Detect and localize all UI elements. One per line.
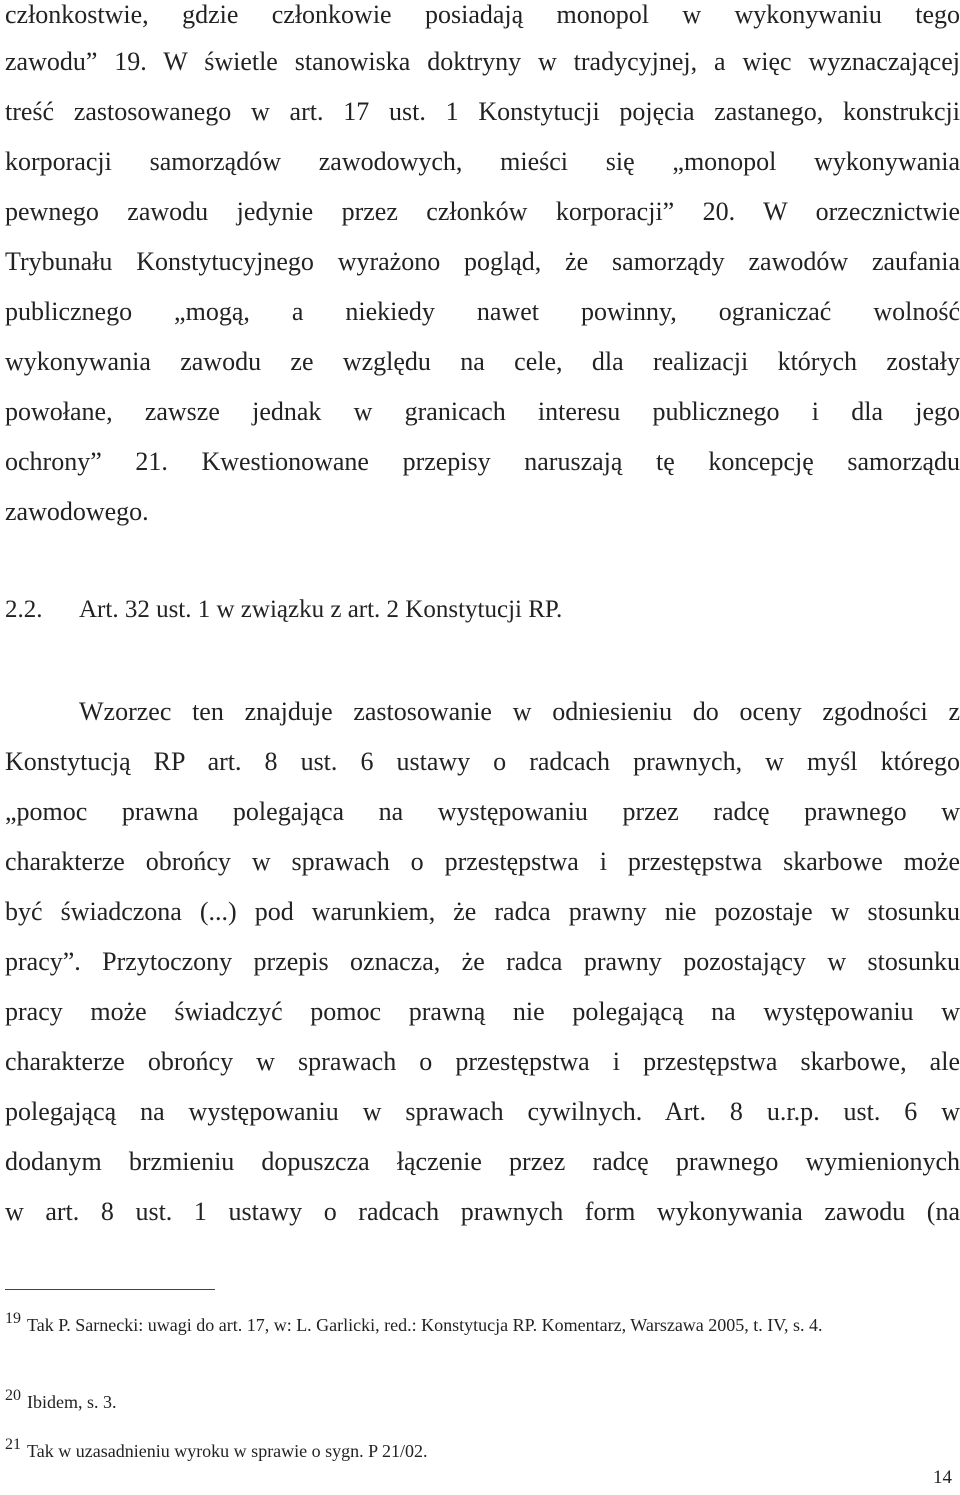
footnote-number: 21 xyxy=(5,1436,21,1453)
text-line: pewnego zawodu jedynie przez członków korporacji” 20. W orzecznictwie xyxy=(5,197,960,226)
footnote-text: Tak w uzasadnieniu wyroku w sprawie o sygn. P 21/02. xyxy=(27,1441,428,1461)
text-line: publicznego „mogą, a niekiedy nawet powinny, ograniczać wolność xyxy=(5,297,960,326)
text-line: charakterze obrońcy w sprawach o przestępstwa i przestępstwa skarbowe, ale xyxy=(5,1047,960,1076)
text-line: dodanym brzmieniu dopuszcza łączenie przez radcę prawnego wymienionych xyxy=(5,1147,960,1176)
text-line: zawodowego. xyxy=(5,497,149,526)
text-line: wykonywania zawodu ze względu na cele, dla realizacji których zostały xyxy=(5,347,960,376)
text-line: Trybunału Konstytucyjnego wyrażono pogląd, że samorządy zawodów zaufania xyxy=(5,247,960,276)
text-line: Konstytucją RP art. 8 ust. 6 ustawy o radcach prawnych, w myśl którego xyxy=(5,747,960,776)
footnote-number: 20 xyxy=(5,1387,21,1404)
text-line: ochrony” 21. Kwestionowane przepisy naruszają tę koncepcję samorządu xyxy=(5,447,960,476)
text-line: „pomoc prawna polegająca na występowaniu przez radcę prawnego w xyxy=(5,797,960,826)
section-title: Art. 32 ust. 1 w związku z art. 2 Konstytucji RP. xyxy=(79,596,563,623)
text-line: być świadczona (...) pod warunkiem, że radca prawny nie pozostaje w stosunku xyxy=(5,897,960,926)
text-line: charakterze obrońcy w sprawach o przestępstwa i przestępstwa skarbowe może xyxy=(5,847,960,876)
text-line: w art. 8 ust. 1 ustawy o radcach prawnych form wykonywania zawodu (na xyxy=(5,1197,960,1226)
text-line: powołane, zawsze jednak w granicach interesu publicznego i dla jego xyxy=(5,397,960,426)
text-line: pracy”. Przytoczony przepis oznacza, że radca prawny pozostający w stosunku xyxy=(5,947,960,976)
footnote-text: Ibidem, s. 3. xyxy=(27,1392,117,1412)
footnote-separator xyxy=(5,1289,215,1290)
text-line: Wzorzec ten znajduje zastosowanie w odniesieniu do oceny zgodności z xyxy=(79,697,960,726)
text-line: zawodu” 19. W świetle stanowiska doktryny w tradycyjnej, a więc wyznaczającej xyxy=(5,47,960,76)
text-line: korporacji samorządów zawodowych, mieści się „monopol wykonywania xyxy=(5,147,960,176)
footnote xyxy=(5,1306,960,1338)
text-line: pracy może świadczyć pomoc prawną nie polegającą na występowaniu w xyxy=(5,997,960,1026)
footnote-text: Tak P. Sarnecki: uwagi do art. 17, w: L. Garlicki, red.: Konstytucja RP. Komentarz, Warszawa 2005, t. IV, s. 4. xyxy=(27,1315,823,1335)
text-line: członkostwie, gdzie członkowie posiadają monopol w wykonywaniu tego xyxy=(5,0,960,29)
footnote xyxy=(5,1383,960,1415)
section-number: 2.2. xyxy=(5,596,43,623)
footnote xyxy=(5,1432,960,1464)
footnote-number: 19 xyxy=(5,1310,21,1327)
text-line: treść zastosowanego w art. 17 ust. 1 Konstytucji pojęcia zastanego, konstrukcji xyxy=(5,97,960,126)
page-number: 14 xyxy=(933,1467,952,1488)
section-heading xyxy=(5,595,562,625)
text-line: polegającą na występowaniu w sprawach cywilnych. Art. 8 u.r.p. ust. 6 w xyxy=(5,1097,960,1126)
